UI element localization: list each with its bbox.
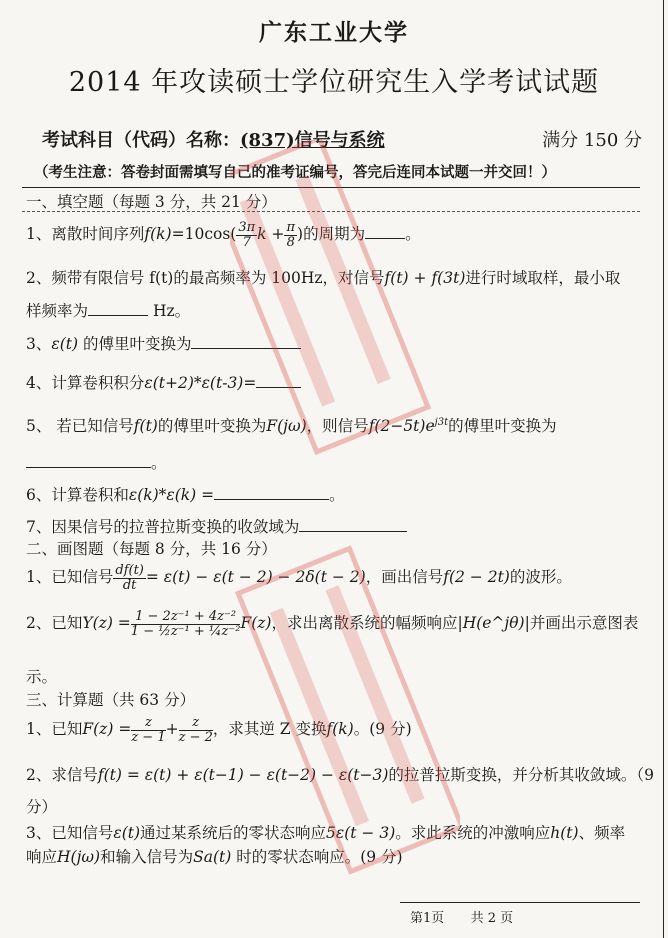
page-total: 共 2 页: [470, 911, 514, 926]
s3-q3-line1: 3、已知信号ε(t)通过某系统后的零状态响应5ε(t − 3)。求此系统的冲激响应h(t)、频率: [26, 824, 626, 842]
s1-q2-line2: 样频率为 Hz。: [26, 302, 191, 320]
s1-q2-line1: 2、频带有限信号 f(t)的最高频率为 100Hz，对信号f(t) + f(3t)进行时域取样，最小取: [26, 269, 621, 287]
answer-blank: [365, 224, 405, 239]
footer-divider: [400, 902, 640, 903]
s1-q4: 4、计算卷积积分ε(t+2)*ε(t-3)=: [26, 371, 301, 393]
s3-q2-line2: 分）: [26, 798, 58, 816]
answer-blank: [299, 517, 407, 532]
section1-title: 一、填空题（每题 3 分，共 21 分）: [26, 193, 277, 211]
page-footer: [410, 907, 513, 926]
s1-q5-line1: 5、 若已知信号f(t)的傅里叶变换为F(jω)，则信号$f(2-5t)e^{j3t}$的傅里叶变换为: [26, 416, 557, 435]
s2-q2-line2: 示。: [26, 668, 58, 686]
s1-q1: 1、离散时间序列f(k)=10cos( $\frac{3\pi}{7}$ k + $\frac{\pi}{8}$ )的周期为 。: [26, 219, 421, 250]
subject-row: [42, 126, 642, 152]
divider-top: [22, 187, 640, 188]
answer-blank: [88, 301, 148, 316]
answer-blank: [256, 373, 301, 388]
s2-q2: 2、已知Y(z) = $\frac{\text{1 − 2z⁻¹ + 4z⁻²}}{\text{1 − ½z⁻¹ + ¼z⁻²}}$ F(z)，求出离散系统的幅频响应|H(e^jθ)|并画出示意图表: [26, 608, 639, 639]
subject-code-name: (837)信号与系统: [240, 130, 385, 151]
divider-dashed: [22, 211, 640, 212]
s1-q7: 7、因果信号的拉普拉斯变换的收敛域为: [26, 515, 407, 537]
s3-q1: 1、已知F(z) = $\frac{z}{z - 1}$ + $\frac{z}{z - 2}$ ，求其逆 Z 变换f(k)。(9 分): [26, 714, 412, 745]
s3-q2: 2、求信号f(t) = ε(t) + ε(t−1) − ε(t−2) − ε(t−3)的拉普拉斯变换，并分析其收敛域。（9: [26, 766, 655, 784]
university-name: 广东工业大学: [259, 19, 409, 46]
exam-notice: （考生注意：答卷封面需填写自己的准考证编号，答完后连同本试题一并交回！）: [34, 164, 556, 181]
s3-q3-line2: 响应H(jω)和输入信号为Sa(t) 时的零状态响应。(9 分): [26, 848, 403, 866]
s2-q1: 1、已知信号 $\frac{df(t)}{dt}$ = ε(t) − ε(t − 2) − 2δ(t − 2)，画出信号f(2 − 2t)的波形。: [26, 562, 572, 593]
s1-q5-line2: 。: [26, 451, 167, 473]
s1-q6: 6、计算卷积和ε(k)*ε(k) = 。: [26, 486, 345, 504]
page-number: 第1页: [410, 911, 445, 926]
answer-blank: [26, 453, 151, 468]
full-score: 满分 150 分: [542, 130, 642, 151]
section3-title: 三、计算题（共 63 分）: [26, 691, 196, 709]
section2-title: 二、画图题（每题 8 分，共 16 分）: [26, 540, 277, 558]
subject-label: 考试科目（代码）名称：: [42, 130, 240, 151]
answer-blank: [191, 334, 301, 349]
s1-q3: 3、ε(t) 的傅里叶变换为: [26, 332, 301, 354]
answer-blank: [214, 485, 329, 500]
exam-title: 2014 年攻读硕士学位研究生入学考试试题: [68, 67, 600, 98]
page-edge: [663, 0, 664, 938]
